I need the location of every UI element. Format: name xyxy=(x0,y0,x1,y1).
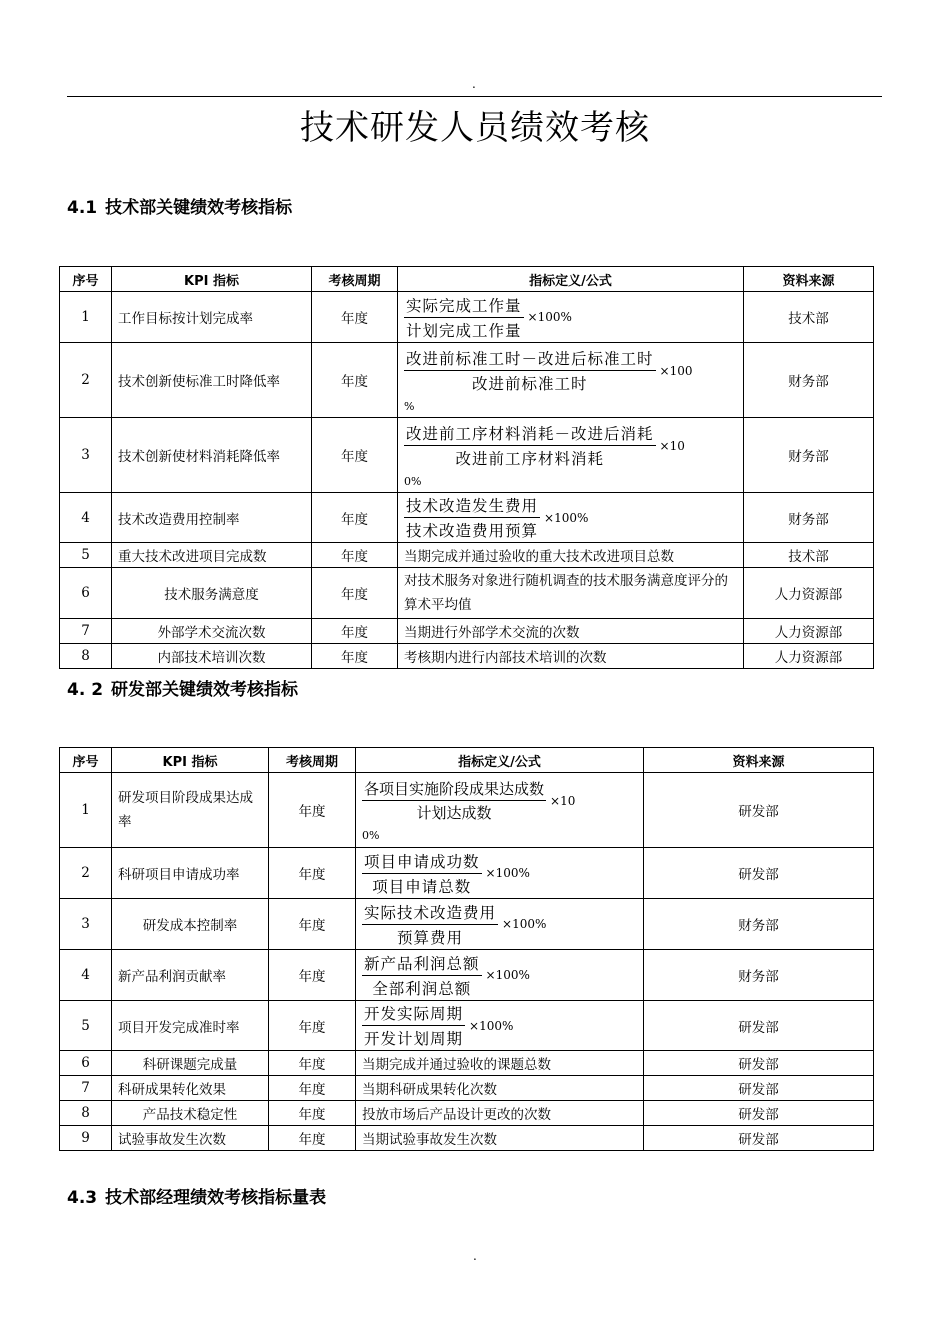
data-source: 研发部 xyxy=(644,1051,874,1076)
data-source: 技术部 xyxy=(744,292,874,343)
row-number: 2 xyxy=(60,343,112,418)
col-header: 考核周期 xyxy=(312,267,398,292)
col-header: KPI 指标 xyxy=(112,748,269,773)
numerator: 改进前工序材料消耗－改进后消耗 xyxy=(404,422,656,446)
row-number: 6 xyxy=(60,568,112,619)
denominator: 预算费用 xyxy=(397,928,464,947)
kpi-name: 科研课题完成量 xyxy=(112,1051,269,1076)
section-number: 4. 2 xyxy=(67,680,104,700)
table-row xyxy=(60,619,874,644)
kpi-name: 研发成本控制率 xyxy=(112,899,269,950)
table-row xyxy=(60,418,874,493)
data-source: 研发部 xyxy=(644,848,874,899)
data-source: 财务部 xyxy=(644,950,874,1001)
kpi-name: 新产品利润贡献率 xyxy=(112,950,269,1001)
review-period: 年度 xyxy=(312,543,398,568)
data-source: 人力资源部 xyxy=(744,568,874,619)
table-header-row xyxy=(60,267,874,292)
top-mark: . xyxy=(472,77,476,91)
row-number: 7 xyxy=(60,1076,112,1101)
numerator: 各项目实施阶段成果达成数 xyxy=(362,778,546,801)
fraction xyxy=(362,778,546,823)
row-number: 8 xyxy=(60,1101,112,1126)
section-heading-4-3 xyxy=(67,1183,334,1208)
kpi-name: 技术创新使材料消耗降低率 xyxy=(112,418,312,493)
review-period: 年度 xyxy=(269,1126,356,1151)
formula-cell xyxy=(398,418,744,493)
data-source: 财务部 xyxy=(644,899,874,950)
denominator: 改进前标准工时 xyxy=(472,375,588,393)
row-number: 4 xyxy=(60,493,112,543)
multiplier: ×100% xyxy=(502,917,547,931)
page-title: 技术研发人员绩效考核 xyxy=(300,108,650,148)
table-row xyxy=(60,343,874,418)
row-number: 1 xyxy=(60,292,112,343)
definition: 当期试验事故发生次数 xyxy=(356,1126,644,1151)
review-period: 年度 xyxy=(269,1101,356,1126)
table-row xyxy=(60,644,874,669)
review-period: 年度 xyxy=(269,773,356,848)
denominator: 技术改造费用预算 xyxy=(406,522,539,540)
row-number: 8 xyxy=(60,644,112,669)
row-number: 5 xyxy=(60,543,112,568)
kpi-name: 技术服务满意度 xyxy=(112,568,312,619)
table-row xyxy=(60,1001,874,1051)
kpi-name: 研发项目阶段成果达成率 xyxy=(112,773,269,848)
denominator: 开发计划周期 xyxy=(364,1030,464,1048)
kpi-name: 科研成果转化效果 xyxy=(112,1076,269,1101)
row-number: 3 xyxy=(60,899,112,950)
multiplier: ×100% xyxy=(469,1018,514,1033)
denominator: 改进前工序材料消耗 xyxy=(455,450,605,468)
formula-cell xyxy=(356,848,644,899)
table-row xyxy=(60,1076,874,1101)
review-period: 年度 xyxy=(269,848,356,899)
denominator: 全部利润总额 xyxy=(372,979,472,998)
definition: 当期完成并通过验收的重大技术改进项目总数 xyxy=(398,543,744,568)
kpi-name: 科研项目申请成功率 xyxy=(112,848,269,899)
data-source: 研发部 xyxy=(644,1076,874,1101)
definition: 当期进行外部学术交流的次数 xyxy=(398,619,744,644)
formula-cell xyxy=(356,1001,644,1051)
definition: 当期完成并通过验收的课题总数 xyxy=(356,1051,644,1076)
formula-cell xyxy=(356,950,644,1001)
table-row xyxy=(60,848,874,899)
col-header: 序号 xyxy=(60,267,112,292)
section-heading-4-1 xyxy=(67,193,300,218)
table-row xyxy=(60,1126,874,1151)
review-period: 年度 xyxy=(312,568,398,619)
table-row xyxy=(60,1051,874,1076)
section-title: 研发部关键绩效考核指标 xyxy=(111,680,299,700)
multiplier: ×100% xyxy=(527,310,572,324)
header-rule xyxy=(67,96,882,97)
denominator: 计划达成数 xyxy=(416,804,492,822)
table-row xyxy=(60,493,874,543)
section-number: 4.3 xyxy=(67,1188,98,1208)
kpi-name: 产品技术稳定性 xyxy=(112,1101,269,1126)
row-number: 3 xyxy=(60,418,112,493)
table-row xyxy=(60,292,874,343)
formula-cell xyxy=(356,899,644,950)
data-source: 研发部 xyxy=(644,1001,874,1051)
row-number: 9 xyxy=(60,1126,112,1151)
multiplier: ×100% xyxy=(485,866,530,880)
section-number: 4.1 xyxy=(67,198,98,218)
formula-cell xyxy=(398,343,744,418)
review-period: 年度 xyxy=(312,418,398,493)
fraction xyxy=(362,850,482,897)
data-source: 财务部 xyxy=(744,418,874,493)
table-row xyxy=(60,1101,874,1126)
kpi-name: 内部技术培训次数 xyxy=(112,644,312,669)
col-header: 指标定义/公式 xyxy=(398,267,744,292)
table-row xyxy=(60,899,874,950)
row-number: 1 xyxy=(60,773,112,848)
row-number: 4 xyxy=(60,950,112,1001)
table-row xyxy=(60,950,874,1001)
fraction xyxy=(404,494,540,541)
data-source: 研发部 xyxy=(644,1101,874,1126)
numerator: 新产品利润总额 xyxy=(362,952,482,976)
numerator: 项目申请成功数 xyxy=(362,850,482,874)
kpi-name: 技术改造费用控制率 xyxy=(112,493,312,543)
col-header: 考核周期 xyxy=(269,748,356,773)
definition: 对技术服务对象进行随机调查的技术服务满意度评分的算术平均值 xyxy=(398,568,744,619)
row-number: 6 xyxy=(60,1051,112,1076)
review-period: 年度 xyxy=(269,950,356,1001)
data-source: 研发部 xyxy=(644,1126,874,1151)
multiplier: ×100% xyxy=(485,968,530,982)
review-period: 年度 xyxy=(312,644,398,669)
definition: 当期科研成果转化次数 xyxy=(356,1076,644,1101)
data-source: 研发部 xyxy=(644,773,874,848)
review-period: 年度 xyxy=(312,292,398,343)
row-number: 5 xyxy=(60,1001,112,1051)
section-title: 技术部经理绩效考核指标量表 xyxy=(105,1188,327,1208)
data-source: 技术部 xyxy=(744,543,874,568)
review-period: 年度 xyxy=(312,619,398,644)
col-header: 序号 xyxy=(60,748,112,773)
row-number: 2 xyxy=(60,848,112,899)
kpi-name: 项目开发完成准时率 xyxy=(112,1001,269,1051)
multiplier: ×100 xyxy=(659,363,693,378)
fraction xyxy=(362,901,498,948)
kpi-name: 试验事故发生次数 xyxy=(112,1126,269,1151)
numerator: 开发实际周期 xyxy=(362,1002,465,1026)
kpi-name: 工作目标按计划完成率 xyxy=(112,292,312,343)
data-source: 财务部 xyxy=(744,493,874,543)
numerator: 改进前标准工时－改进后标准工时 xyxy=(404,347,656,371)
row-number: 7 xyxy=(60,619,112,644)
fraction xyxy=(404,422,656,469)
table-header-row xyxy=(60,748,874,773)
kpi-name: 重大技术改进项目完成数 xyxy=(112,543,312,568)
col-header: KPI 指标 xyxy=(112,267,312,292)
data-source: 财务部 xyxy=(744,343,874,418)
review-period: 年度 xyxy=(269,1001,356,1051)
bottom-mark: . xyxy=(473,1249,477,1263)
formula-cell xyxy=(398,493,744,543)
kpi-name: 外部学术交流次数 xyxy=(112,619,312,644)
formula-cell xyxy=(356,773,644,848)
kpi-table-tech xyxy=(59,266,874,669)
review-period: 年度 xyxy=(269,899,356,950)
multiplier-tail: 0% xyxy=(404,475,422,488)
multiplier: ×100% xyxy=(544,510,589,525)
kpi-table-rd xyxy=(59,747,874,1151)
data-source: 人力资源部 xyxy=(744,644,874,669)
review-period: 年度 xyxy=(269,1051,356,1076)
formula-cell xyxy=(398,292,744,343)
definition: 投放市场后产品设计更改的次数 xyxy=(356,1101,644,1126)
table-row xyxy=(60,773,874,848)
fraction xyxy=(404,294,524,341)
data-source: 人力资源部 xyxy=(744,619,874,644)
table-row xyxy=(60,543,874,568)
numerator: 技术改造发生费用 xyxy=(404,494,540,518)
fraction xyxy=(404,347,656,394)
fraction xyxy=(362,952,482,999)
col-header: 资料来源 xyxy=(744,267,874,292)
numerator: 实际技术改造费用 xyxy=(362,901,498,925)
kpi-name: 技术创新使标准工时降低率 xyxy=(112,343,312,418)
review-period: 年度 xyxy=(269,1076,356,1101)
review-period: 年度 xyxy=(312,493,398,543)
multiplier-tail: % xyxy=(404,400,415,413)
review-period: 年度 xyxy=(312,343,398,418)
fraction xyxy=(362,1002,465,1049)
section-title: 技术部关键绩效考核指标 xyxy=(105,198,293,218)
col-header: 指标定义/公式 xyxy=(356,748,644,773)
col-header: 资料来源 xyxy=(644,748,874,773)
multiplier: ×10 xyxy=(659,438,685,453)
section-heading-4-2 xyxy=(67,675,306,700)
numerator: 实际完成工作量 xyxy=(404,294,524,318)
multiplier-tail: 0% xyxy=(362,829,380,842)
definition: 考核期内进行内部技术培训的次数 xyxy=(398,644,744,669)
table-row xyxy=(60,568,874,619)
denominator: 项目申请总数 xyxy=(372,877,472,896)
multiplier: ×10 xyxy=(550,793,576,808)
denominator: 计划完成工作量 xyxy=(406,321,522,340)
